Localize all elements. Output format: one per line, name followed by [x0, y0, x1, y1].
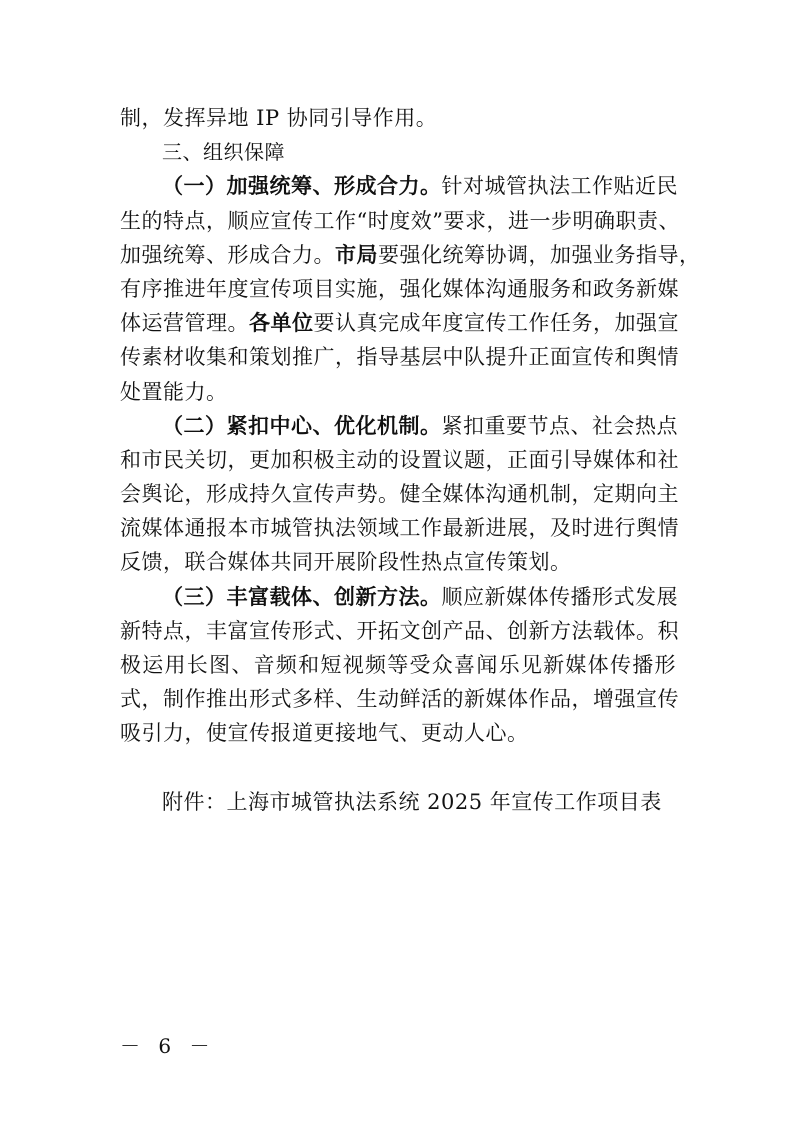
line-text: 要强化统筹协调，加强业务指导，	[378, 242, 701, 267]
paragraph-line	[120, 238, 701, 272]
line-text: 吸引力，使宣传报道更接地气、更动人心。	[120, 721, 529, 746]
subsection-3-line	[120, 580, 676, 614]
line-text: 紧扣重要节点、社会热点	[441, 413, 678, 438]
document-body	[120, 101, 701, 819]
line-text: 流媒体通报本市城管执法领域工作最新进展，及时进行舆情	[120, 516, 679, 541]
line-text: 生的特点，顺应宣传工作“时度效”要求，进一步明确职责、	[120, 208, 680, 233]
subsection-title: （三）丰富载体、创新方法。	[162, 584, 442, 609]
subsection-2-line	[120, 409, 676, 443]
heading-text: 三、组织保障	[162, 140, 285, 165]
paragraph-line	[120, 101, 676, 135]
line-text: 制，发挥异地 IP 协同引导作用。	[120, 106, 438, 130]
paragraph-line	[120, 443, 679, 477]
line-text: 针对城管执法工作贴近民	[441, 174, 678, 199]
paragraph-line	[120, 272, 679, 306]
subsection-1-line	[120, 169, 676, 203]
attachment-note	[120, 785, 676, 819]
page-number: － 6 －	[120, 1034, 216, 1058]
line-text: 反馈，联合媒体共同开展阶段性热点宣传策划。	[120, 550, 572, 575]
bold-term: 市局	[335, 242, 378, 267]
line-text: 体运营管理。	[120, 311, 249, 336]
paragraph-line	[120, 204, 680, 238]
paragraph-line	[120, 682, 679, 716]
bold-term: 各单位	[249, 311, 314, 336]
paragraph-line	[120, 375, 676, 409]
line-text: 新特点，丰富宣传形式、开拓文创产品、创新方法载体。积	[120, 618, 679, 643]
line-text: 处置能力。	[120, 379, 228, 404]
line-text: 传素材收集和策划推广，指导基层中队提升正面宣传和舆情	[120, 345, 679, 370]
line-text: 有序推进年度宣传项目实施，强化媒体沟通服务和政务新媒	[120, 276, 679, 301]
paragraph-line	[120, 477, 679, 511]
paragraph-line	[120, 511, 679, 545]
line-text: 和市民关切，更加积极主动的设置议题，正面引导媒体和社	[120, 447, 679, 472]
line-text: 会舆论，形成持久宣传声势。健全媒体沟通机制，定期向主	[120, 482, 679, 507]
attachment-text: 附件：上海市城管执法系统 2025 年宣传工作项目表	[162, 789, 662, 814]
subsection-title: （二）紧扣中心、优化机制。	[162, 413, 442, 438]
paragraph-line	[120, 340, 679, 374]
subsection-title: （一）加强统筹、形成合力。	[162, 174, 442, 199]
paragraph-line	[120, 614, 679, 648]
paragraph-line	[120, 648, 676, 682]
line-text: 顺应新媒体传播形式发展	[441, 584, 678, 609]
line-text: 要认真完成年度宣传工作任务，加强宣	[313, 311, 679, 336]
line-text: 式，制作推出形式多样、生动鲜活的新媒体作品，增强宣传	[120, 687, 679, 712]
paragraph-line	[120, 716, 676, 750]
paragraph-line	[120, 306, 679, 340]
section-heading	[120, 135, 676, 169]
spacer	[120, 751, 676, 785]
paragraph-line	[120, 545, 676, 579]
line-text: 加强统筹、形成合力。	[120, 242, 335, 267]
line-text: 极运用长图、音频和短视频等受众喜闻乐见新媒体传播形	[120, 653, 676, 677]
